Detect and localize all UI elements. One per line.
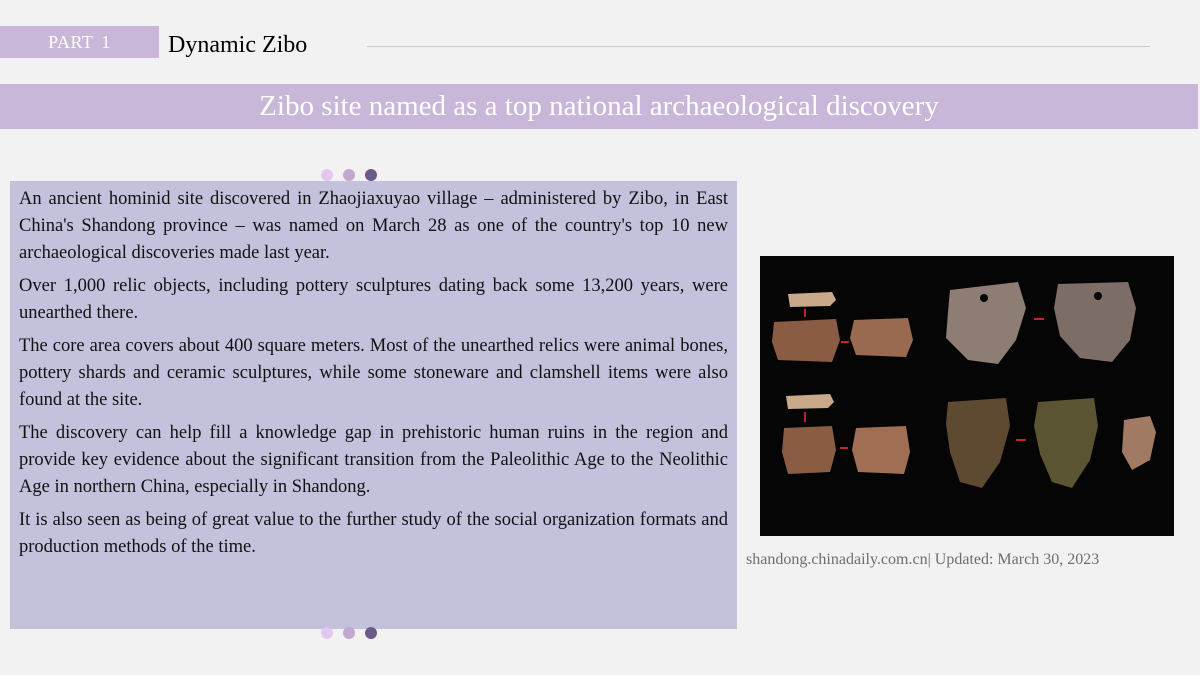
dot-mid: [343, 627, 355, 639]
header-divider: [367, 46, 1150, 47]
decorative-dots-top: [321, 169, 377, 181]
part-number: 1: [101, 32, 111, 52]
section-title: Dynamic Zibo: [168, 32, 308, 58]
dot-light: [321, 169, 333, 181]
dot-mid: [343, 169, 355, 181]
article-paragraph: The core area covers about 400 square meters. Most of the unearthed relics were animal bones, pottery shards and ceramic sculptures, while some stoneware and clamshell items were also found at the site.: [19, 336, 728, 410]
dot-dark: [365, 169, 377, 181]
article-paragraph: Over 1,000 relic objects, including pottery sculptures dating back some 13,200 years, were unearthed there.: [19, 276, 728, 323]
relic-photo: [760, 256, 1174, 536]
decorative-dots-bottom: [321, 627, 377, 639]
banner-title: Zibo site named as a top national archaeological discovery: [0, 84, 1198, 129]
article-panel: [10, 181, 737, 629]
article-paragraph: It is also seen as being of great value to the further study of the social organization formats and production methods of the time.: [19, 510, 728, 557]
article-paragraph: The discovery can help fill a knowledge gap in prehistoric human ruins in the region and provide key evidence about the significant transition from the Paleolithic Age to the Neolithic Age in northern China, especially in Shandong.: [19, 423, 728, 497]
part-label: PART: [48, 32, 94, 52]
relic-photo-image: [760, 256, 1174, 536]
article-paragraph: An ancient hominid site discovered in Zhaojiaxuyao village – administered by Zibo, in East China's Shandong province – was named on March 28 as one of the country's top 10 new archaeological discoveries made last year.: [19, 189, 728, 263]
dot-light: [321, 627, 333, 639]
part-tab: [0, 26, 159, 58]
photo-caption: shandong.chinadaily.com.cn| Updated: March 30, 2023: [746, 551, 1100, 568]
dot-dark: [365, 627, 377, 639]
